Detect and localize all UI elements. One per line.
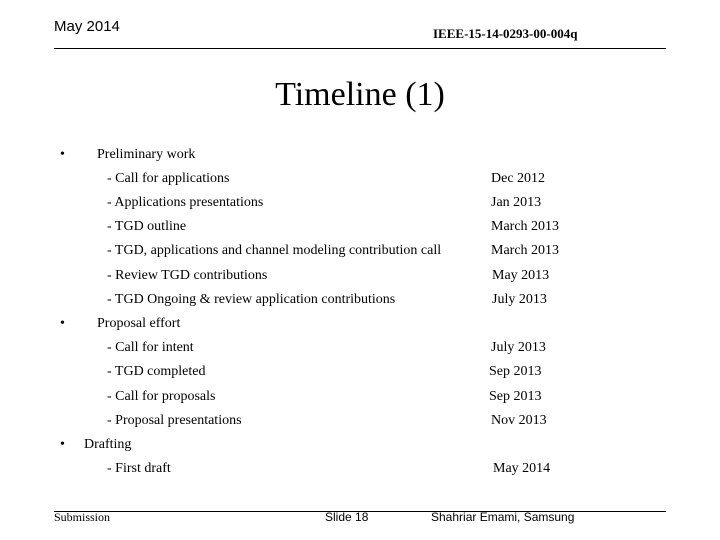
- list-item-date: July 2013: [491, 340, 546, 355]
- header-doc-id: IEEE-15-14-0293-00-004q: [433, 26, 578, 41]
- list-item-label: - TGD Ongoing & review application contributions: [107, 292, 396, 307]
- section-heading: Preliminary work: [97, 147, 196, 162]
- list-item-date: Sep 2013: [489, 389, 542, 404]
- bullet: •: [60, 316, 65, 331]
- section-heading: Proposal effort: [97, 316, 181, 331]
- list-item-label: - Applications presentations: [107, 195, 264, 210]
- list-item-label: - First draft: [107, 461, 171, 476]
- bullet: •: [60, 147, 65, 162]
- footer-slide-number: Slide 18: [325, 510, 369, 524]
- section-heading: Drafting: [84, 437, 132, 452]
- list-item-date: Nov 2013: [491, 413, 547, 428]
- list-item-date: March 2013: [491, 243, 560, 258]
- list-item-label: - Proposal presentations: [107, 413, 242, 428]
- list-item-label: - Call for intent: [107, 340, 194, 355]
- list-item-date: Dec 2012: [491, 171, 546, 186]
- bullet: •: [60, 437, 65, 452]
- list-item-date: March 2013: [491, 219, 560, 234]
- list-item-date: July 2013: [492, 292, 547, 307]
- list-item-date: Jan 2013: [491, 195, 542, 210]
- list-item-label: - Call for proposals: [107, 389, 216, 404]
- list-item-label: - Call for applications: [107, 171, 230, 186]
- list-item-date: May 2013: [492, 268, 550, 283]
- list-item-label: - TGD outline: [107, 219, 187, 234]
- header-date: May 2014: [54, 18, 120, 35]
- list-item-label: - TGD, applications and channel modeling contribution call: [107, 243, 442, 258]
- list-item-label: - TGD completed: [107, 364, 206, 379]
- header-rule: [54, 48, 666, 49]
- list-item-date: May 2014: [493, 461, 551, 476]
- footer-submission: Submission: [54, 510, 111, 524]
- list-item-date: Sep 2013: [489, 364, 542, 379]
- page-title: Timeline (1): [275, 76, 445, 113]
- footer-author: Shahriar Emami, Samsung: [431, 510, 575, 524]
- list-item-label: - Review TGD contributions: [107, 268, 268, 283]
